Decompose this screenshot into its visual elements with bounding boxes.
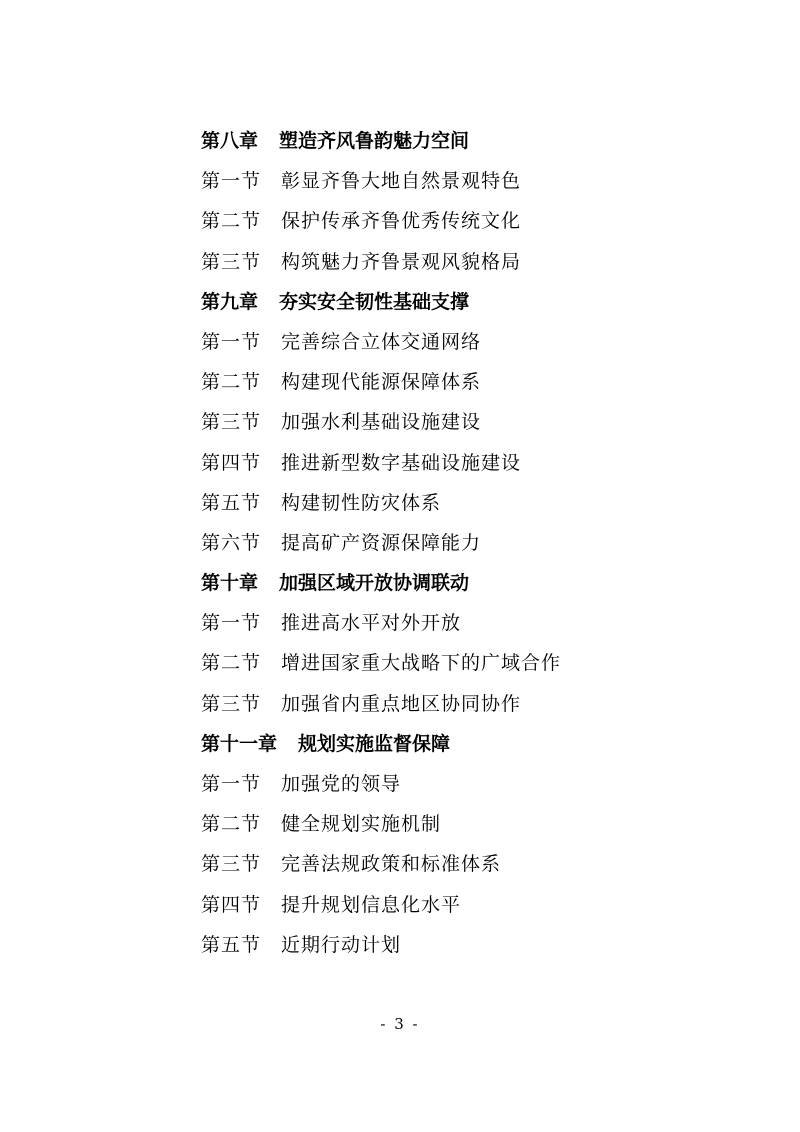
section-title: 健全规划实施机制 [281,813,442,836]
section-title: 完善综合立体交通网络 [281,330,482,353]
section-number: 第二节 [201,371,262,394]
toc-section [201,603,761,643]
toc-chapter-11 [201,724,761,764]
section-number: 第二节 [201,210,262,233]
chapter-number: 第十章 [201,572,259,595]
section-number: 第二节 [201,652,262,675]
toc-section [201,804,761,844]
section-number: 第五节 [201,933,262,956]
toc-section [201,844,761,884]
table-of-contents [201,121,761,965]
section-number: 第三节 [201,853,262,876]
section-number: 第一节 [201,612,262,635]
section-title: 提高矿产资源保障能力 [281,531,482,554]
toc-section [201,322,761,362]
section-title: 保护传承齐鲁优秀传统文化 [281,210,522,233]
toc-section [201,402,761,442]
section-number: 第五节 [201,491,262,514]
section-title: 彰显齐鲁大地自然景观特色 [281,170,522,193]
section-title: 构建韧性防灾体系 [281,491,442,514]
toc-section [201,201,761,241]
toc-section [201,443,761,483]
section-title: 推进高水平对外开放 [281,612,462,635]
section-number: 第六节 [201,531,262,554]
section-number: 第一节 [201,773,262,795]
section-title: 构建现代能源保障体系 [281,371,482,394]
section-number: 第二节 [201,813,262,836]
chapter-title: 加强区域开放协调联动 [279,572,470,595]
section-title: 近期行动计划 [281,933,402,956]
toc-section [201,684,761,724]
toc-section [201,483,761,523]
toc-section [201,242,761,282]
chapter-number: 第十一章 [201,732,278,755]
toc-section [201,925,761,965]
section-number: 第一节 [201,170,262,193]
toc-section [201,362,761,402]
chapter-title: 规划实施监督保障 [298,732,451,755]
section-title: 完善法规政策和标准体系 [281,853,502,876]
section-title: 推进新型数字基础设施建设 [281,451,522,474]
toc-chapter-10 [201,563,761,603]
chapter-number: 第八章 [201,130,259,152]
chapter-title: 塑造齐风鲁韵魅力空间 [279,130,470,152]
page-number: - 3 - [380,1015,420,1033]
chapter-number: 第九章 [201,290,259,313]
toc-section [201,161,761,201]
section-number: 第一节 [201,330,262,353]
section-number: 第三节 [201,250,262,273]
toc-section [201,523,761,563]
section-title: 提升规划信息化水平 [281,893,462,916]
section-title: 构筑魅力齐鲁景观风貌格局 [281,250,522,273]
toc-chapter-9 [201,282,761,322]
toc-section [201,643,761,683]
section-number: 第三节 [201,692,262,715]
section-title: 增进国家重大战略下的广域合作 [281,652,562,675]
toc-chapter-8 [201,121,761,161]
toc-section [201,885,761,925]
section-title: 加强省内重点地区协同协作 [281,692,522,715]
section-title: 加强党的领导 [281,773,402,795]
section-number: 第三节 [201,411,262,434]
chapter-title: 夯实安全韧性基础支撑 [279,290,470,313]
section-number: 第四节 [201,451,262,474]
toc-section [201,764,761,804]
section-title: 加强水利基础设施建设 [281,411,482,434]
section-number: 第四节 [201,893,262,916]
